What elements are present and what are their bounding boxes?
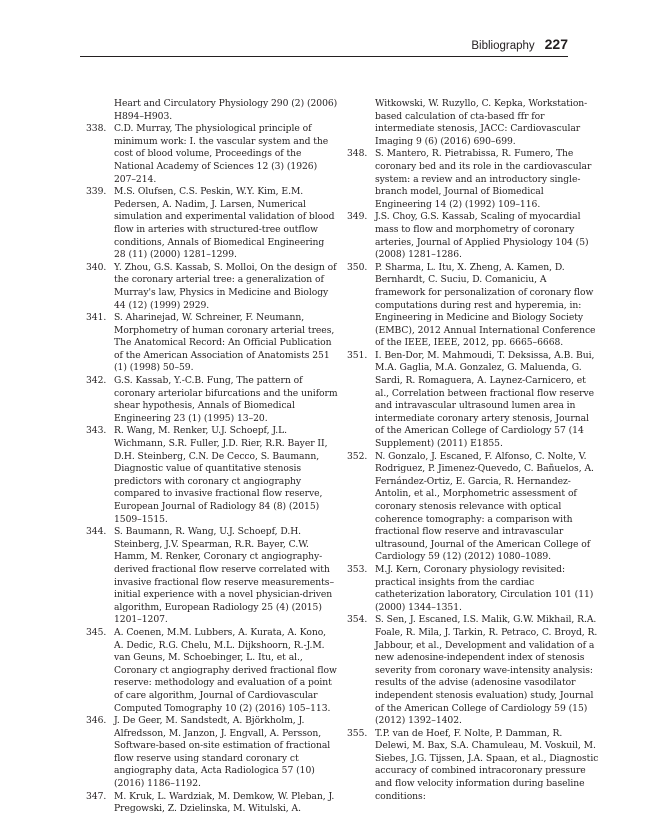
reference-number: 340. <box>86 261 107 273</box>
reference-entry <box>347 728 599 804</box>
running-title: Bibliography <box>471 40 535 52</box>
reference-text: S. Sen, J. Escaned, I.S. Malik, G.W. Mikhail, R.A. Foale, R. Mila, J. Tarkin, R. Petraco, C. Broyd, R. Jabbour, et al., Development and validation of a new adenosine-independent index of stenosis severity from coronary wave-intensity analysis: results of the advise (adenosine vasodilator independent stenosis evaluation) study, Journal of the American College of Cardiology 59 (15) (2012) 1392–1402. <box>375 614 598 727</box>
reference-list-left <box>86 123 338 816</box>
reference-entry <box>347 148 599 211</box>
reference-text: S. Aharinejad, W. Schreiner, F. Neumann, Morphometry of human coronary arterial trees, The Anatomical Record: An Official Publication of the American Association of Anatomists 251 (1) (1998) 50–59. <box>114 312 335 374</box>
reference-entry <box>86 262 338 312</box>
reference-number: 349. <box>347 211 368 223</box>
reference-text: R. Wang, M. Renker, U.J. Schoepf, J.L. Wichmann, S.R. Fuller, J.D. Rier, R.R. Bayer II, D.H. Steinberg, C.N. De Cecco, S. Baumann, Diagnostic value of quantitative stenosis predictors with coronary ct angiography compared to invasive fractional flow reserve, European Journal of Radiology 84 (8) (2015) 1509–1515. <box>114 425 328 525</box>
reference-number: 351. <box>347 349 368 361</box>
reference-entry <box>86 312 338 375</box>
reference-entry <box>347 262 599 350</box>
reference-number: 343. <box>86 425 107 437</box>
reference-number: 348. <box>347 148 368 160</box>
reference-entry <box>86 375 338 425</box>
reference-text: G.S. Kassab, Y.-C.B. Fung, The pattern of coronary arteriolar bifurcations and the uniform shear hypothesis, Annals of Biomedical Engineering 23 (1) (1995) 13–20. <box>114 375 338 424</box>
reference-entry <box>86 715 338 791</box>
reference-entry <box>86 627 338 715</box>
reference-number: 353. <box>347 563 368 575</box>
reference-text: M. Kruk, L. Wardziak, M. Demkow, W. Pleban, J. Pregowski, Z. Dzielinska, M. Witulski, A. <box>114 790 335 815</box>
reference-entry <box>86 526 338 627</box>
reference-text: T.P. van de Hoef, F. Nolte, P. Damman, R. Delewi, M. Bax, S.A. Chamuleau, M. Voskuil, M. Siebes, J.G. Tijssen, J.A. Spaan, et al., Diagnostic accuracy of combined intracoronary pressure and flow velocity information during baseline conditions: <box>375 727 599 802</box>
reference-entry <box>347 211 599 261</box>
reference-text: M.J. Kern, Coronary physiology revisited: practical insights from the cardiac catheterization laboratory, Circulation 101 (11) (2000) 1344–1351. <box>375 563 594 613</box>
reference-number: 339. <box>86 186 107 198</box>
reference-entry <box>347 564 599 614</box>
left-column <box>86 98 338 816</box>
reference-text: C.D. Murray, The physiological principle of minimum work: I. the vascular system and the cost of blood volume, Proceedings of the National Academy of Sciences 12 (3) (1926) 207–214. <box>114 123 329 185</box>
reference-number: 354. <box>347 614 368 626</box>
reference-entry <box>86 186 338 262</box>
reference-entry <box>347 451 599 564</box>
reference-number: 355. <box>347 727 368 739</box>
reference-number: 341. <box>86 312 107 324</box>
reference-text: Y. Zhou, G.S. Kassab, S. Molloi, On the design of the coronary arterial tree: a generalization of Murray's law, Physics in Medicine and Biology 44 (12) (1999) 2929. <box>114 261 337 311</box>
reference-number: 342. <box>86 375 107 387</box>
reference-list-right <box>347 148 599 803</box>
running-header <box>80 36 568 52</box>
reference-entry <box>347 350 599 451</box>
continued-reference-text: Witkowski, W. Ruzyllo, C. Kepka, Workstation-based calculation of cta-based ffr for intermediate stenosis, JACC: Cardiovascular Imaging 9 (6) (2016) 690–699. <box>375 98 588 147</box>
page-number: 227 <box>544 36 568 52</box>
reference-text: J.S. Choy, G.S. Kassab, Scaling of myocardial mass to flow and morphometry of coronary arteries, Journal of Applied Physiology 104 (5) (2008) 1281–1286. <box>375 211 589 261</box>
reference-entry <box>86 791 338 816</box>
reference-number: 345. <box>86 626 107 638</box>
reference-number: 338. <box>86 123 107 135</box>
continued-reference-text: Heart and Circulatory Physiology 290 (2) (2006) H894–H903. <box>114 98 338 122</box>
reference-text: P. Sharma, L. Itu, X. Zheng, A. Kamen, D. Bernhardt, C. Suciu, D. Comaniciu, A framework for personalization of coronary flow computations during rest and hyperemia, in: Engineering in Medicine and Biology Society (EMBC), 2012 Annual International Conference of the IEEE, IEEE, 2012, pp. 6665–6668. <box>375 261 596 349</box>
reference-text: S. Baumann, R. Wang, U.J. Schoepf, D.H. Steinberg, J.V. Spearman, R.R. Bayer, C.W. Hamm, M. Renker, Coronary ct angiography-derived fractional flow reserve correlated with invasive fractional flow reserve measurements–initial experience with a novel physician-driven algorithm, European Radiology 25 (4) (2015) 1201–1207. <box>114 526 334 626</box>
header-rule <box>80 56 568 57</box>
reference-number: 347. <box>86 790 107 802</box>
reference-text: J. De Geer, M. Sandstedt, A. Björkholm, J. Alfredsson, M. Janzon, J. Engvall, A. Persson, Software-based on-site estimation of fractional flow reserve using standard coronary ct angiography data, Acta Radiologica 57 (10) (2016) 1186–1192. <box>114 715 331 790</box>
reference-number: 352. <box>347 450 368 462</box>
reference-number: 346. <box>86 715 107 727</box>
reference-entry <box>86 123 338 186</box>
reference-text: N. Gonzalo, J. Escaned, F. Alfonso, C. Nolte, V. Rodriguez, P. Jimenez-Quevedo, C. Bañuelos, A. Fernández-Ortiz, E. Garcia, R. Hernandez-Antolin, et al., Morphometric assessment of coronary stenosis relevance with optical coherence tomography: a comparison with fractional flow reserve and intravascular ultrasound, Journal of the American College of Cardiology 59 (12) (2012) 1080–1089. <box>375 450 594 563</box>
reference-entry <box>86 425 338 526</box>
reference-entry <box>347 614 599 727</box>
right-column <box>347 98 599 803</box>
reference-text: A. Coenen, M.M. Lubbers, A. Kurata, A. Kono, A. Dedic, R.G. Chelu, M.L. Dijkshoorn, R.-J.M. van Geuns, M. Schoebinger, L. Itu, et al., Coronary ct angiography derived fractional flow reserve: methodology and evaluation of a point of care algorithm, Journal of Cardiovascular Computed Tomography 10 (2) (2016) 105–113. <box>114 626 337 714</box>
reference-text: I. Ben-Dor, M. Mahmoudi, T. Deksissa, A.B. Bui, M.A. Gaglia, M.A. Gonzalez, G. Maluenda, G. Sardi, R. Romaguera, A. Laynez-Carnicero, et al., Correlation between fractional flow reserve and intravascular ultrasound lumen area in intermediate coronary artery stenosis, Journal of the American College of Cardiology 57 (14 Supplement) (2011) E1855. <box>375 349 595 450</box>
reference-text: M.S. Olufsen, C.S. Peskin, W.Y. Kim, E.M. Pedersen, A. Nadim, J. Larsen, Numerical simulation and experimental validation of blood flow in arteries with structured-tree outflow conditions, Annals of Biomedical Engineering 28 (11) (2000) 1281–1299. <box>114 186 335 261</box>
reference-number: 344. <box>86 526 107 538</box>
reference-text: S. Mantero, R. Pietrabissa, R. Fumero, The coronary bed and its role in the cardiovascular system: a review and an introductory single-branch model, Journal of Biomedical Engineering 14 (2) (1992) 109–116. <box>375 148 592 210</box>
reference-number: 350. <box>347 261 368 273</box>
